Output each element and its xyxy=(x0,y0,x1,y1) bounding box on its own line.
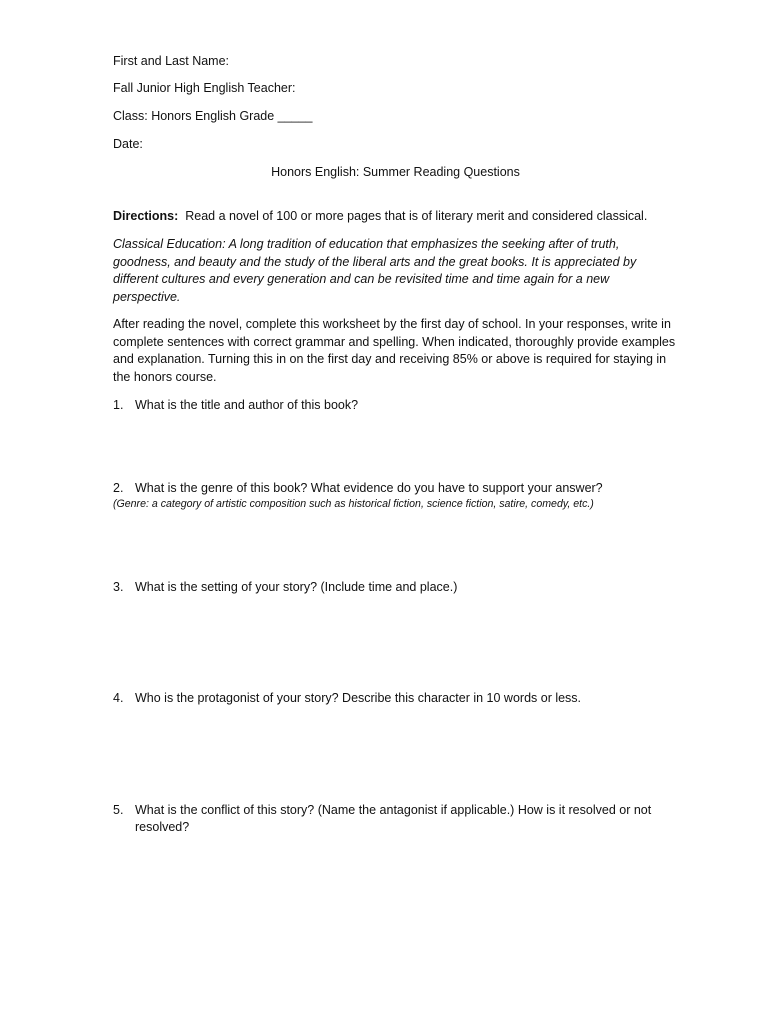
question-text: What is the title and author of this book? xyxy=(135,398,359,412)
teacher-label: Fall Junior High English Teacher: xyxy=(113,81,296,95)
class-label: Class: Honors English Grade _____ xyxy=(113,109,313,123)
page-title: Honors English: Summer Reading Questions xyxy=(271,165,520,179)
name-label: First and Last Name: xyxy=(113,54,230,68)
classical-definition: Classical Education: A long tradition of education that emphasizes the seeking after of truth, goodness, and beauty and the study of the liberal arts and the great books. It is appreciated by different cultures and every generation and can be revisited time and time again for a new perspective. xyxy=(113,237,637,304)
question-text: What is the genre of this book? What evidence do you have to support your answer? xyxy=(135,481,603,495)
question-3 xyxy=(113,579,678,596)
question-number: 4. xyxy=(113,691,124,705)
question-text: What is the conflict of this story? (Name the antagonist if applicable.) How is it resolved or not resolved? xyxy=(135,803,652,834)
instructions: After reading the novel, complete this worksheet by the first day of school. In your responses, write in complete sentences with correct grammar and spelling. When indicated, thoroughly provide examples and explanation. Turning this in on the first day and receiving 85% or above is required for staying in the honors course. xyxy=(113,317,676,384)
question-1 xyxy=(113,397,678,414)
question-5 xyxy=(113,802,678,836)
question-text: Who is the protagonist of your story? Describe this character in 10 words or less. xyxy=(135,691,582,705)
directions-text: Read a novel of 100 or more pages that is of literary merit and considered classical. xyxy=(185,209,648,223)
worksheet-page xyxy=(113,0,678,1024)
date-label: Date: xyxy=(113,137,143,151)
question-number: 5. xyxy=(113,803,124,817)
question-4 xyxy=(113,690,678,707)
genre-note: (Genre: a category of artistic composition such as historical fiction, science fiction, satire, comedy, etc.) xyxy=(113,498,594,510)
question-number: 2. xyxy=(113,481,124,495)
question-text: What is the setting of your story? (Include time and place.) xyxy=(135,580,458,594)
question-number: 3. xyxy=(113,580,124,594)
directions-label: Directions: xyxy=(113,209,179,223)
directions xyxy=(113,208,678,226)
question-number: 1. xyxy=(113,398,124,412)
question-2 xyxy=(113,480,678,497)
